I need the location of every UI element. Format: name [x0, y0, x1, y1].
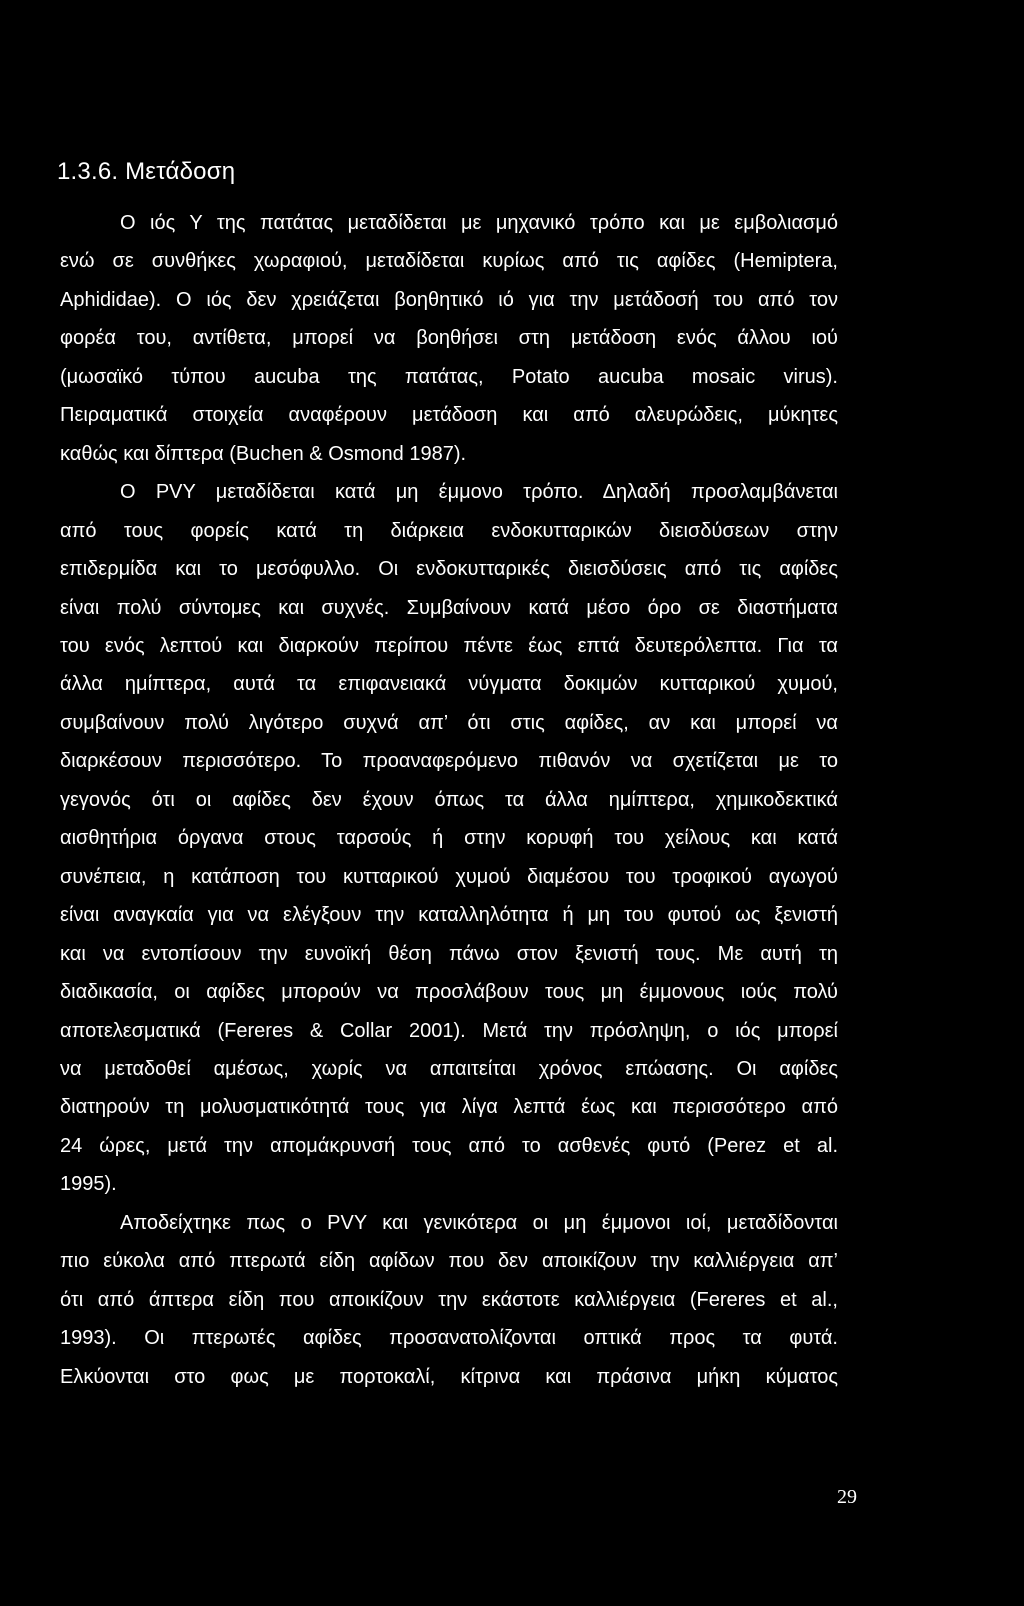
text-line: αισθητήρια όργανα στους ταρσούς ή στην κορυφή του χείλους και κατά	[60, 827, 838, 850]
text-line: 1993). Οι πτερωτές αφίδες προσανατολίζονται οπτικά προς τα φυτά.	[60, 1327, 838, 1350]
text-line: από τους φορείς κατά τη διάρκεια ενδοκυτταρικών διεισδύσεων στην	[60, 519, 838, 542]
text-line: Ελκύονται στο φως με πορτοκαλί, κίτρινα και πράσινα μήκη κύματος	[60, 1365, 838, 1388]
text-line: Αποδείχτηκε πως ο PVY και γενικότερα οι μη έμμονοι ιοί, μεταδίδονται	[120, 1211, 838, 1234]
text-line: επιδερμίδα και το μεσόφυλλο. Οι ενδοκυτταρικές διεισδύσεις από τις αφίδες	[60, 558, 838, 580]
text-line: συμβαίνουν πολύ λιγότερο συχνά απ’ ότι στις αφίδες, αν και μπορεί να	[60, 711, 838, 734]
text-line: 24 ώρες, μετά την απομάκρυνσή τους από το ασθενές φυτό (Perez et al.	[60, 1134, 838, 1157]
text-line: του ενός λεπτού και διαρκούν περίπου πέντε έως επτά δευτερόλεπτα. Για τα	[60, 635, 838, 657]
text-line: αποτελεσματικά (Fereres & Collar 2001). Μετά την πρόσληψη, ο ιός μπορεί	[60, 1019, 838, 1042]
text-line: Ο ιός Υ της πατάτας μεταδίδεται με μηχανικό τρόπο και με εμβολιασμό	[120, 212, 838, 234]
page-number: 29	[837, 1486, 857, 1508]
section-heading: 1.3.6. Μετάδοση	[57, 158, 236, 185]
text-line: άλλα ημίπτερα, αυτά τα επιφανειακά νύγματα δοκιμών κυτταρικού χυμού,	[60, 673, 838, 696]
text-line: είναι πολύ σύντομες και συχνές. Συμβαίνουν κατά μέσο όρο σε διαστήματα	[60, 596, 838, 619]
text-line: (μωσαϊκό τύπου aucuba της πατάτας, Potato aucuba mosaic virus).	[60, 365, 838, 388]
text-line: γεγονός ότι οι αφίδες δεν έχουν όπως τα άλλα ημίπτερα, χημικοδεκτικά	[60, 788, 838, 811]
text-line: φορέα του, αντίθετα, μπορεί να βοηθήσει στη μετάδοση ενός άλλου ιού	[60, 327, 838, 350]
text-line: 1995).	[60, 1173, 117, 1196]
text-line: καθώς και δίπτερα (Buchen & Osmond 1987).	[60, 442, 467, 465]
text-line: είναι αναγκαία για να ελέγξουν την καταλληλότητα ή μη του φυτού ως ξενιστή	[60, 904, 838, 927]
text-line: να μεταδοθεί αμέσως, χωρίς να απαιτείται χρόνος επώασης. Οι αφίδες	[60, 1057, 838, 1080]
text-line: ενώ σε συνθήκες χωραφιού, μεταδίδεται κυρίως από τις αφίδες (Hemiptera,	[60, 250, 838, 273]
text-line: διατηρούν τη μολυσματικότητά τους για λίγα λεπτά έως και περισσότερο από	[60, 1096, 838, 1119]
text-line: διαδικασία, οι αφίδες μπορούν να προσλάβουν τους μη έμμονους ιούς πολύ	[60, 981, 838, 1003]
text-line: Aphididae). Ο ιός δεν χρειάζεται βοηθητικό ιό για την μετάδοσή του από τον	[60, 288, 838, 311]
text-line: πιο εύκολα από πτερωτά είδη αφίδων που δεν αποικίζουν την καλλιέργεια απ’	[60, 1250, 838, 1273]
text-line: Ο PVY μεταδίδεται κατά μη έμμονο τρόπο. Δηλαδή προσλαμβάνεται	[120, 481, 838, 504]
text-line: διαρκέσουν περισσότερο. Το προαναφερόμενο πιθανόν να σχετίζεται με το	[60, 750, 838, 773]
text-line: ότι από άπτερα είδη που αποικίζουν την εκάστοτε καλλιέργεια (Fereres et al.,	[60, 1288, 838, 1311]
text-line: συνέπεια, η κατάποση του κυτταρικού χυμού διαμέσου του τροφικού αγωγού	[60, 865, 838, 888]
text-line: και να εντοπίσουν την ευνοϊκή θέση πάνω στον ξενιστή τους. Με αυτή τη	[60, 942, 838, 965]
text-line: Πειραματικά στοιχεία αναφέρουν μετάδοση και από αλευρώδεις, μύκητες	[60, 404, 838, 427]
